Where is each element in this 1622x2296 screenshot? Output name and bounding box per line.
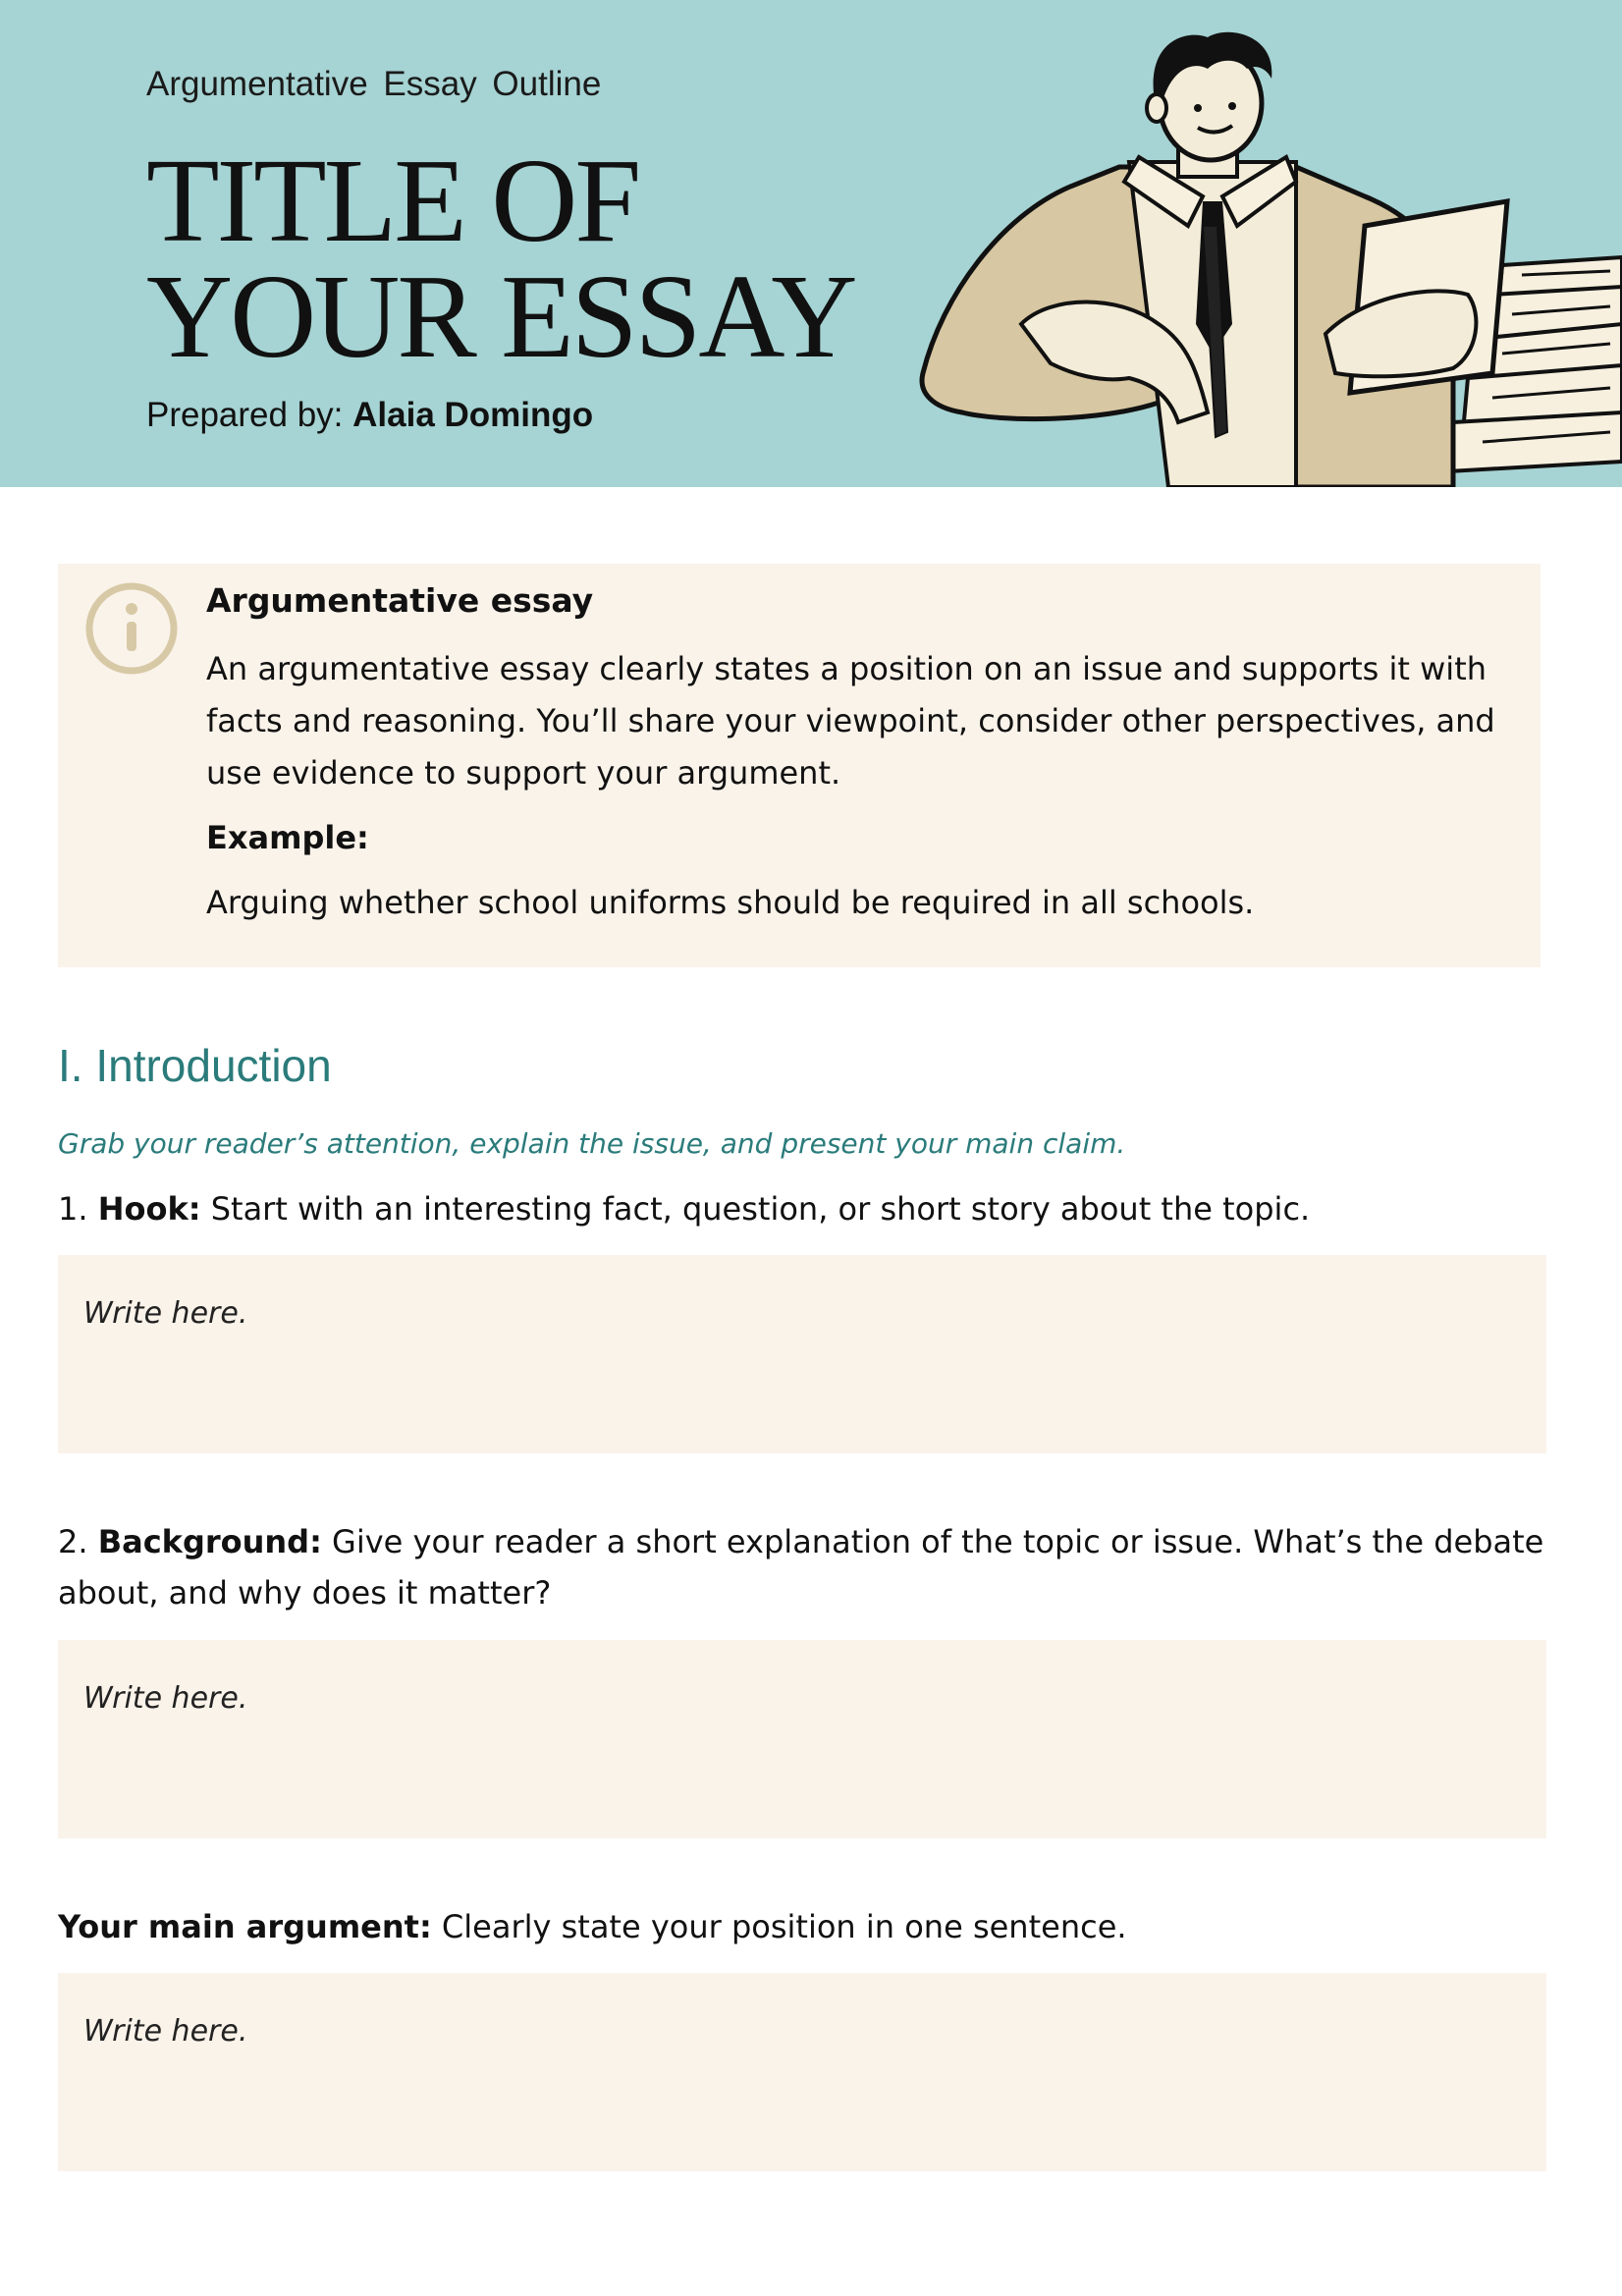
item-label: Background:	[97, 1523, 322, 1560]
section-title: I. Introduction	[58, 1040, 332, 1091]
essay-title	[146, 135, 855, 383]
item-text: Start with an interesting fact, question, or short story about the topic.	[210, 1190, 1311, 1228]
section-subtitle: Grab your reader’s attention, explain the issue, and present your main claim.	[58, 1127, 1126, 1160]
info-description: An argumentative essay clearly states a position on an issue and supports it with facts and reasoning. You’ll share your viewpoint, consider other perspectives, and use evidence to support your argument.	[206, 650, 1495, 792]
header-banner	[0, 0, 1622, 487]
item-label: Your main argument:	[58, 1908, 432, 1945]
prepared-by	[146, 396, 593, 435]
outline-item-hook	[58, 1183, 1570, 1234]
essay-title-line-2: YOUR ESSAY	[146, 250, 855, 383]
item-label: Hook:	[97, 1190, 201, 1228]
outline-item-background	[58, 1516, 1570, 1618]
write-placeholder: Write here.	[83, 2014, 248, 2049]
example-text: Arguing whether school uniforms should be required in all schools.	[206, 884, 1255, 921]
write-area-hook[interactable]	[58, 1255, 1546, 1453]
author-name: Alaia Domingo	[352, 396, 594, 434]
write-placeholder: Write here.	[83, 1296, 248, 1331]
item-text: Clearly state your position in one sentence.	[441, 1908, 1127, 1945]
prepared-by-label: Prepared by:	[146, 396, 344, 434]
item-text: Give your reader a short explanation of the topic or issue. What’s the debate about, and why does it matter?	[58, 1523, 1544, 1612]
essay-title-line-1: TITLE OF	[146, 135, 639, 267]
outline-item-main-argument	[58, 1901, 1570, 1952]
write-placeholder: Write here.	[83, 1681, 248, 1716]
item-number: 1.	[58, 1190, 88, 1228]
info-icon	[82, 579, 181, 678]
document-type: Argumentative Essay Outline	[146, 65, 602, 103]
info-title: Argumentative essay	[206, 581, 594, 620]
write-area-main-argument[interactable]	[58, 1973, 1546, 2171]
example-label: Example:	[206, 819, 369, 856]
write-area-background[interactable]	[58, 1640, 1546, 1838]
item-number: 2.	[58, 1523, 88, 1560]
man-with-papers-illustration	[903, 0, 1622, 487]
